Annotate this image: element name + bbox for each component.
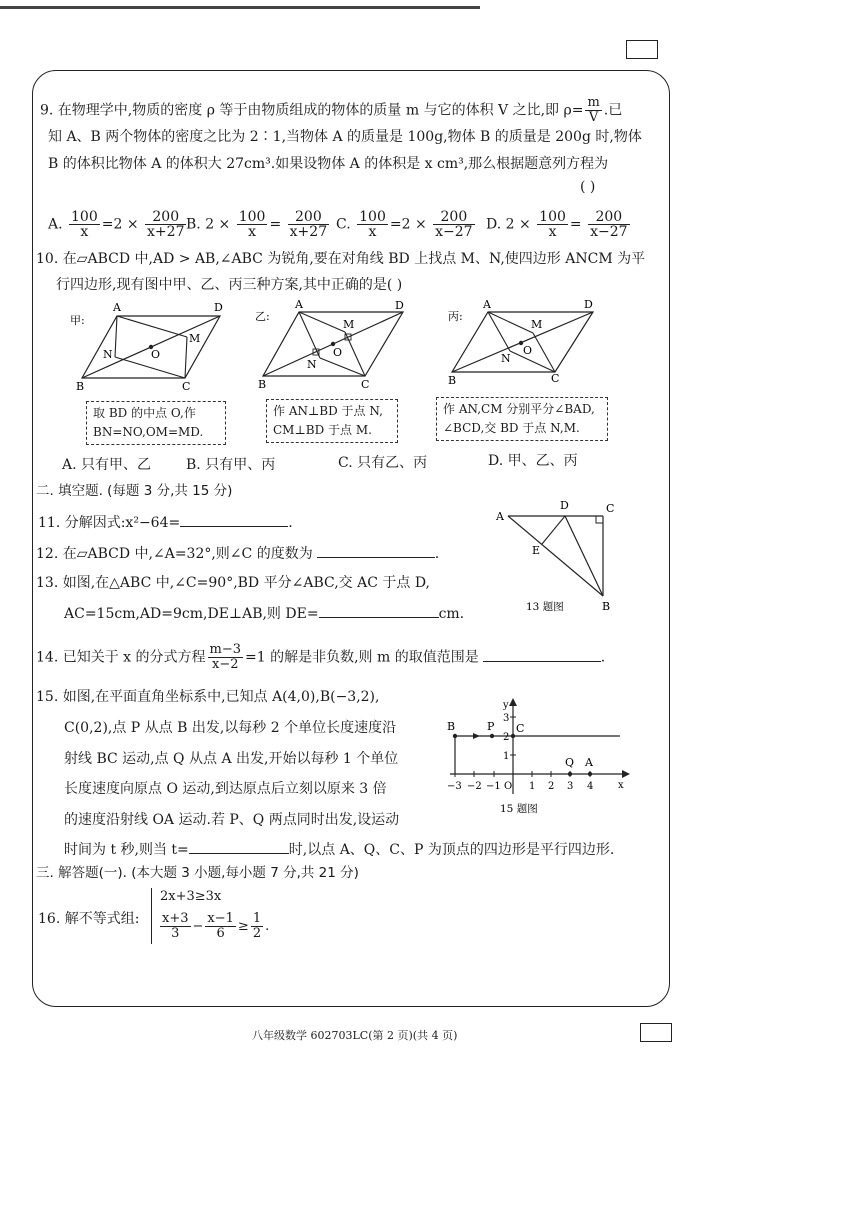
q15-figure	[440, 694, 630, 824]
footer-box	[640, 1023, 672, 1042]
q9-option-d: D. 2 × $\frac{100}{x}$ = $\frac{200}{x-27}$	[486, 209, 628, 240]
q10-option-b: B. 只有甲、丙	[186, 457, 276, 473]
svg-text:A: A	[496, 510, 504, 523]
svg-text:D: D	[214, 301, 223, 314]
svg-text:A: A	[113, 301, 121, 314]
svg-text:M: M	[189, 332, 201, 345]
section-2-heading: 二. 填空题. (每题 3 分,共 15 分)	[36, 483, 233, 499]
svg-text:Q: Q	[565, 756, 575, 769]
svg-text:C: C	[516, 722, 525, 735]
svg-text:C: C	[361, 378, 370, 391]
q15-line1: 15. 如图,在平面直角坐标系中,已知点 A(4,0),B(−3,2),	[36, 689, 380, 705]
svg-text:M: M	[343, 318, 355, 331]
fig1-tag: 甲:	[70, 314, 85, 327]
q14: 14. 已知关于 x 的分式方程 $\frac{m-3}{x-2}$ =1 的解是非负数,则 m 的取值范围是 .	[36, 642, 606, 672]
q13-caption: 13 题图	[526, 601, 564, 613]
svg-text:B: B	[602, 600, 611, 613]
svg-text:E: E	[532, 544, 541, 557]
q16-ineq1: 2x+3≥3x	[160, 889, 222, 904]
header-box	[626, 40, 658, 59]
svg-text:2: 2	[503, 732, 510, 743]
svg-text:D: D	[584, 298, 593, 311]
q15-line6: 时间为 t 秒,则当 t= 时,以点 A、Q、C、P 为顶点的四边形是平行四边形.	[64, 842, 615, 858]
svg-text:A: A	[483, 298, 491, 311]
svg-text:3: 3	[503, 713, 510, 724]
svg-text:A: A	[295, 298, 303, 311]
svg-text:M: M	[531, 318, 543, 331]
svg-text:B: B	[76, 380, 85, 393]
svg-text:A: A	[585, 756, 593, 769]
q10-option-d: D. 甲、乙、丙	[488, 453, 578, 469]
svg-text:D: D	[395, 299, 404, 312]
svg-text:P: P	[487, 720, 495, 733]
q10-box-yi: 作 AN⊥BD 于点 N, CM⊥BD 于点 M.	[266, 399, 398, 443]
q11: 11. 分解因式:x²−64= .	[38, 515, 293, 531]
q15-line5: 的速度沿射线 OA 运动.若 P、Q 两点同时出发,设运动	[64, 812, 400, 828]
fig3-tag: 丙:	[448, 310, 463, 323]
q16-ineq2: $\frac{x+3}{3}$ − $\frac{x-1}{6}$ ≥ $\frac{1}{2}$ .	[162, 911, 270, 941]
svg-text:−1: −1	[486, 781, 501, 792]
svg-text:−2: −2	[467, 781, 482, 792]
svg-text:3: 3	[567, 781, 574, 792]
svg-text:B: B	[258, 378, 267, 391]
svg-text:C: C	[551, 372, 560, 385]
svg-text:D: D	[560, 499, 569, 512]
svg-text:O: O	[523, 344, 533, 357]
svg-text:O: O	[333, 346, 343, 359]
svg-text:O: O	[151, 348, 161, 361]
q15-line2: C(0,2),点 P 从点 B 出发,以每秒 2 个单位长度速度沿	[64, 720, 397, 736]
svg-text:2: 2	[548, 781, 555, 792]
q9-line3: B 的体积比物体 A 的体积大 27cm³.如果设物体 A 的体积是 x cm³,那么根据题意列方程为	[48, 156, 609, 172]
q15-caption: 15 题图	[500, 803, 538, 815]
scan-artifact-line	[0, 6, 480, 9]
q9-option-c: C. $\frac{100}{x}$ =2 × $\frac{200}{x-27}$	[336, 209, 473, 240]
svg-text:1: 1	[503, 751, 510, 762]
q9-option-a: A. $\frac{100}{x}$ =2 × $\frac{200}{x+27}$	[48, 209, 185, 240]
svg-text:O: O	[504, 781, 513, 792]
q10-figure-jia	[70, 298, 240, 393]
q10-line2: 行四边形,现有图中甲、乙、丙三种方案,其中正确的是( )	[56, 277, 403, 293]
svg-text:y: y	[503, 700, 509, 711]
svg-text:1: 1	[529, 781, 536, 792]
q10-figure-bing	[448, 298, 618, 393]
q10-option-a: A. 只有甲、乙	[62, 457, 152, 473]
svg-text:C: C	[182, 380, 191, 393]
svg-text:−3: −3	[447, 781, 462, 792]
q16-brace	[151, 888, 158, 944]
q12: 12. 在▱ABCD 中,∠A=32°,则∠C 的度数为 .	[36, 546, 440, 562]
q10-box-jia: 取 BD 的中点 O,作 BN=NO,OM=MD.	[86, 401, 226, 445]
svg-text:4: 4	[587, 781, 594, 792]
q9-line2: 知 A、B 两个物体的密度之比为 2∶1,当物体 A 的质量是 100g,物体 B 的质量是 200g 时,物体	[48, 129, 642, 145]
svg-text:N: N	[103, 348, 113, 361]
q15-line4: 长度速度向原点 O 运动,到达原点后立刻以原来 3 倍	[64, 781, 387, 797]
q9-option-b: B. 2 × $\frac{100}{x}$ = $\frac{200}{x+27}$	[186, 209, 328, 240]
q13-line2: AC=15cm,AD=9cm,DE⊥AB,则 DE= cm.	[64, 606, 465, 622]
q10-line1: 10. 在▱ABCD 中,AD > AB,∠ABC 为锐角,要在对角线 BD 上找点 M、N,使四边形 ANCM 为平	[36, 251, 646, 267]
section-3-heading: 三. 解答题(一). (本大题 3 小题,每小题 7 分,共 21 分)	[36, 865, 359, 881]
q15-line3: 射线 BC 运动,点 Q 从点 A 出发,开始以每秒 1 个单位	[64, 751, 399, 767]
q10-option-c: C. 只有乙、丙	[338, 455, 428, 471]
fig2-tag: 乙:	[255, 310, 270, 323]
svg-text:B: B	[447, 720, 456, 733]
q13-line1: 13. 如图,在△ABC 中,∠C=90°,BD 平分∠ABC,交 AC 于点 D,	[36, 575, 431, 591]
q16-label: 16. 解不等式组:	[38, 911, 140, 927]
q9-answer-paren: ( )	[580, 179, 596, 195]
svg-text:x: x	[618, 780, 624, 791]
svg-text:N: N	[307, 358, 317, 371]
q13-figure	[490, 496, 620, 616]
page-footer: 八年级数学 602703LC(第 2 页)(共 4 页)	[252, 1029, 458, 1042]
q9-line1: 9. 在物理学中,物质的密度 ρ 等于由物质组成的物体的质量 m 与它的体积 V 之比,即 ρ= $\frac{m}{V}$ .已	[40, 95, 623, 125]
svg-text:B: B	[448, 374, 457, 387]
q10-figure-yi	[255, 298, 425, 393]
svg-text:N: N	[501, 352, 511, 365]
q10-box-bing: 作 AN,CM 分别平分∠BAD, ∠BCD,交 BD 于点 N,M.	[436, 397, 608, 441]
svg-text:C: C	[606, 502, 615, 515]
